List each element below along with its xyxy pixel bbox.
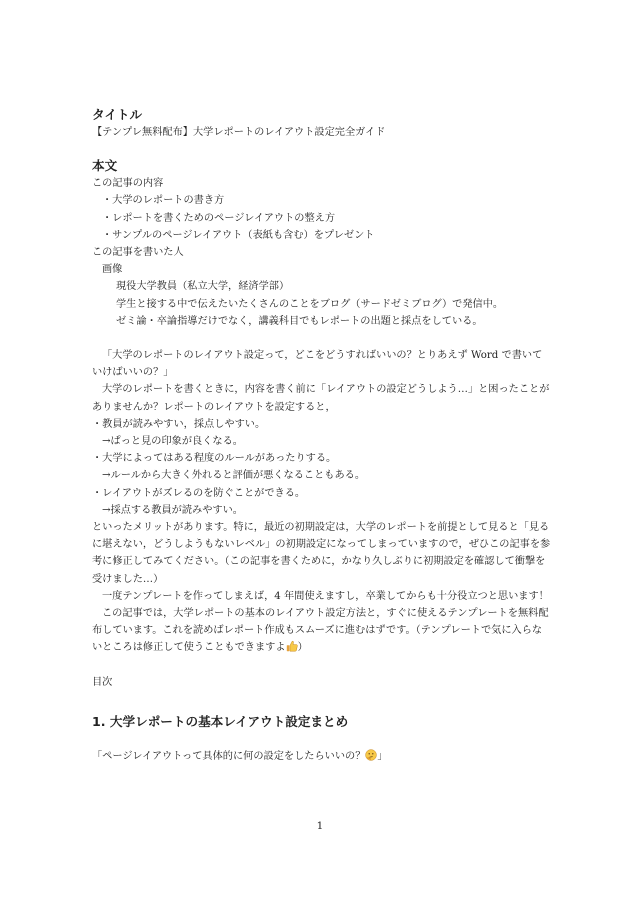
article-paragraph-text: この記事では，大学レポートの基本のレイアウト設定方法と，すぐに使えるテンプレートを無料配布しています。これを読めばレポート作成もスムーズに進むはずです。（テンプレートで気に入らないところは修正して使うこともできますよ: [92, 608, 549, 654]
title-heading: タイトル: [92, 107, 143, 122]
document-content: [92, 106, 552, 765]
benefit-subitem: →ぱっと見の印象が良くなる。: [102, 436, 243, 448]
contents-item: ・レポートを書くためのページレイアウトの整え方: [102, 212, 336, 224]
section-1-quote-end: 」: [377, 750, 388, 762]
benefit-item: ・大学によってはある程度のルールがあったりする。: [92, 453, 337, 465]
contents-label: この記事の内容: [92, 178, 164, 190]
section-1-quote: [92, 748, 552, 765]
image-label: 画像: [102, 264, 123, 276]
merit-paragraph: といったメリットがあります。特に，最近の初期設定は，大学のレポートを前提として見ると「見るに堪えない，どうしようもないレベル」の初期設定になってしまっていますので，ぜひこの記事を参考に修正してみてください。（この記事を書くために，かなり久しぶりに初期設定を確認して衝撃を受けました…）: [92, 522, 551, 585]
author-line: 学生と接する中で伝えたいたくさんのことをブログ（サードゼミブログ）で発信中。: [116, 298, 504, 310]
benefit-subitem: →ルールから大きく外れると評価が悪くなることもある。: [102, 470, 366, 482]
article-paragraph-end: ）: [297, 642, 308, 654]
contents-item: ・サンプルのページレイアウト（表紙も含む）をプレゼント: [102, 229, 375, 241]
template-paragraph: 一度テンプレートを作ってしまえば，4 年間使えますし，卒業してからも十分役立つと思います！: [102, 590, 549, 602]
intro-quote: 「大学のレポートのレイアウト設定って，どこをどうすればいいの？とりあえず Word で書いていけばいいの？」: [92, 350, 543, 379]
title-text: 【テンプレ無料配布】大学レポートのレイアウト設定完全ガイド: [92, 127, 386, 138]
author-line: ゼミ論・卒論指導だけでなく，講義科目でもレポートの出題と採点をしている。: [116, 315, 483, 327]
benefit-item: ・レイアウトがズレるのを防ぐことができる。: [92, 487, 306, 499]
benefit-subitem: →採点する教員が読みやすい。: [102, 504, 243, 516]
author-line: 現役大学教員（私立大学，経済学部）: [116, 281, 290, 293]
thinking-face-icon: [365, 749, 377, 761]
body-heading: 本文: [92, 158, 118, 174]
article-paragraph: [92, 605, 552, 657]
section-1-heading: 1. 大学レポートの基本レイアウト設定まとめ: [92, 713, 349, 729]
intro-paragraph: 大学のレポートを書くときに，内容を書く前に「レイアウトの設定どうしよう…」と困ったことがありませんか？レポートのレイアウトを設定すると，: [92, 384, 550, 413]
author-label: この記事を書いた人: [92, 247, 184, 259]
contents-item: ・大学のレポートの書き方: [102, 195, 225, 207]
benefit-item: ・教員が読みやすい，採点しやすい。: [92, 418, 266, 430]
toc-label: 目次: [92, 676, 113, 688]
section-1-quote-text: 「ページレイアウトって具体的に何の設定をしたらいいの？: [92, 750, 366, 762]
page-number: 1: [316, 820, 324, 832]
thumbs-up-icon: [286, 640, 298, 652]
